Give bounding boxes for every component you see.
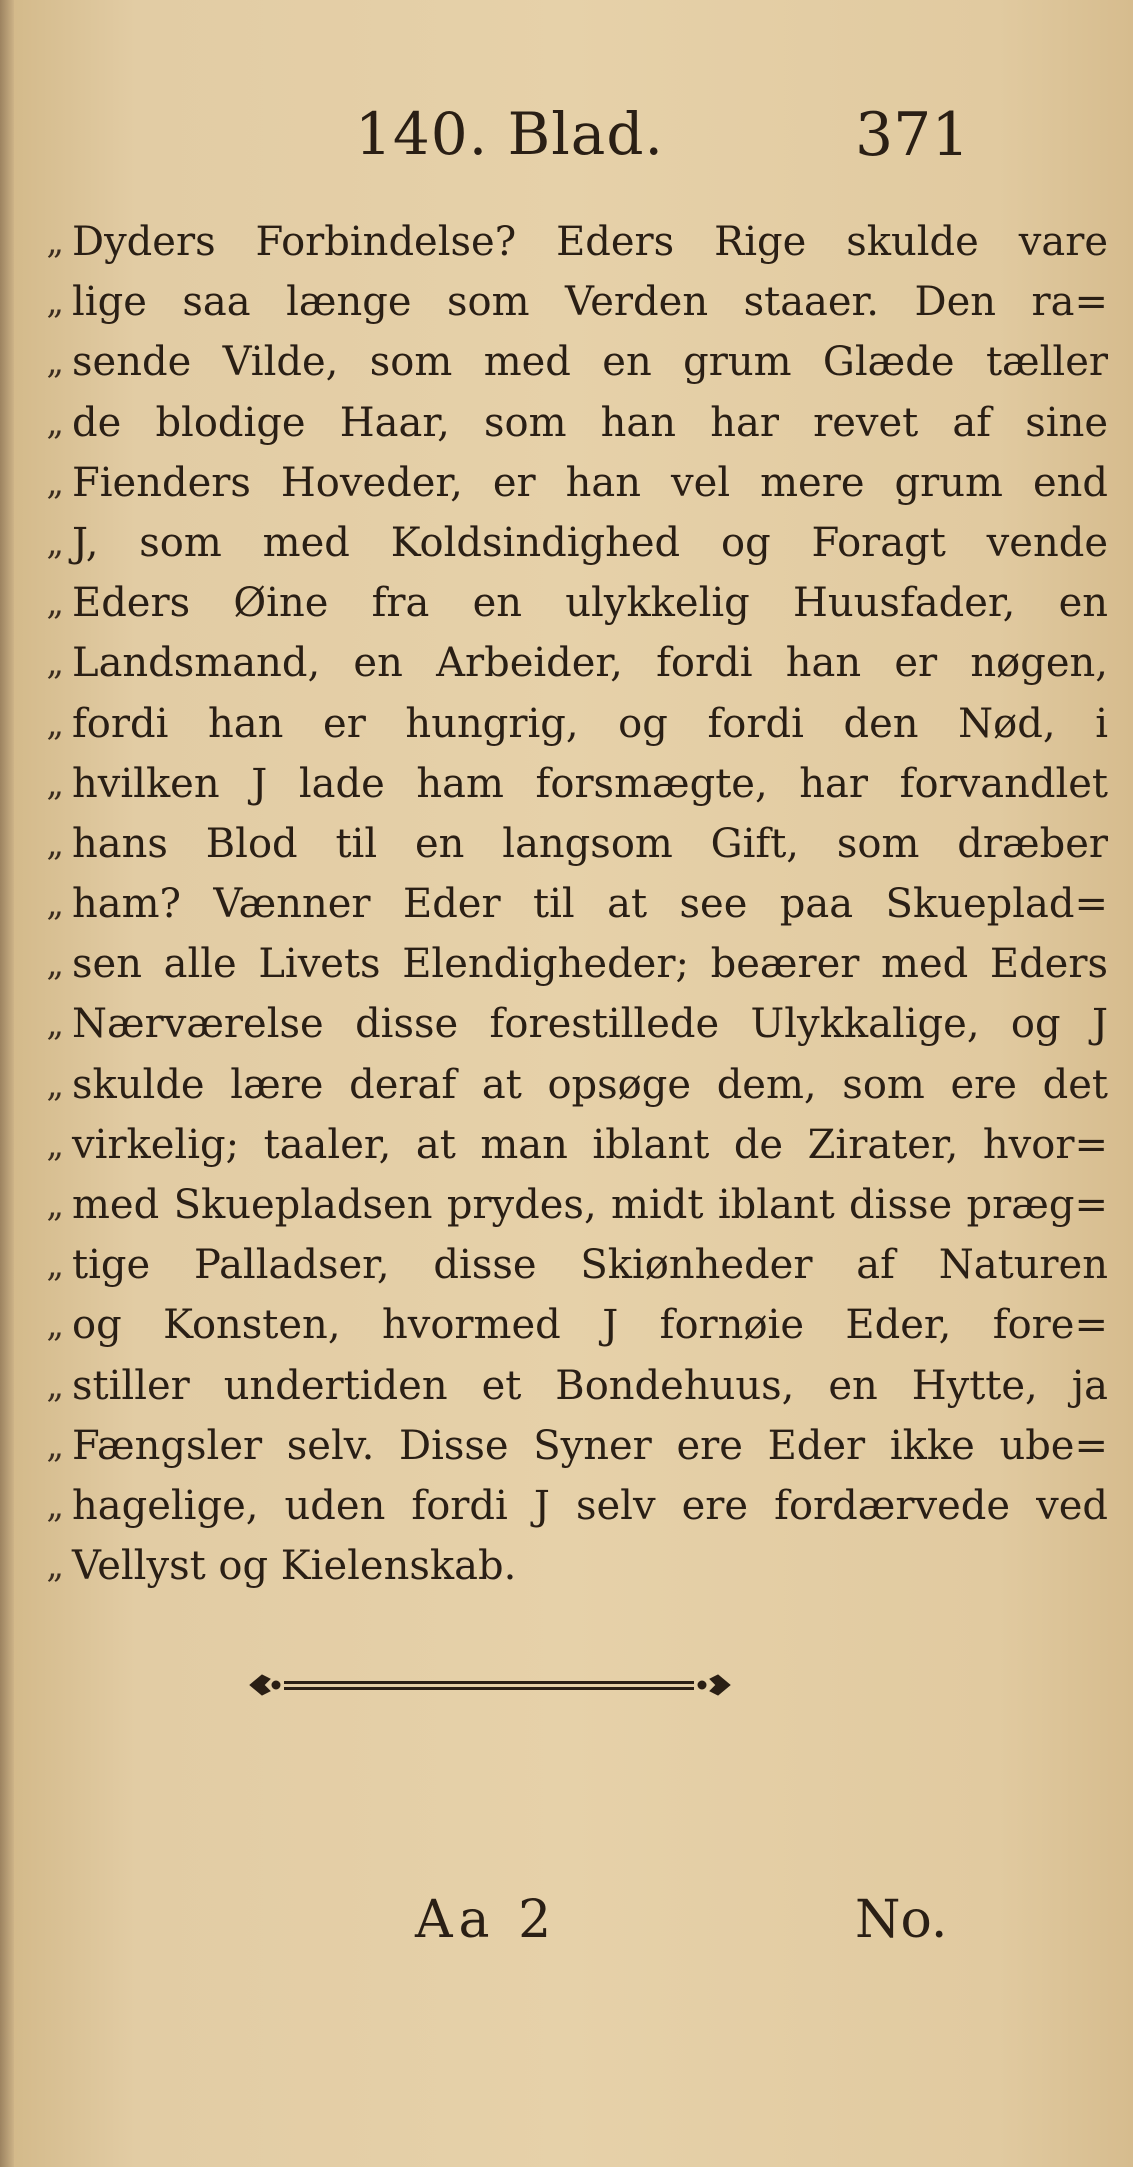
line-text: hvilken J lade ham forsmægte, har forvandlet: [72, 760, 1108, 807]
text-line: [28, 1055, 1108, 1115]
line-text: Fængsler selv. Disse Syner ere Eder ikke ube=: [72, 1422, 1108, 1469]
text-line: [28, 934, 1108, 994]
text-line: [28, 633, 1108, 693]
text-line: [28, 1175, 1108, 1235]
quote-mark: „: [46, 703, 64, 744]
line-text: lige saa længe som Verden staaer. Den ra=: [72, 279, 1108, 326]
body-text: [28, 212, 1108, 1596]
line-text: fordi han er hungrig, og fordi den Nød, i: [72, 700, 1108, 747]
line-text: virkelig; taaler, at man iblant de Zirater, hvor=: [72, 1121, 1108, 1168]
text-line: [28, 212, 1108, 272]
text-line: [28, 1115, 1108, 1175]
quote-mark: „: [46, 763, 64, 804]
quote-mark: „: [46, 1124, 64, 1165]
line-text: med Skuepladsen prydes, midt iblant disse præg=: [72, 1182, 1108, 1228]
text-line: [28, 573, 1108, 633]
quote-mark: „: [46, 884, 64, 925]
page-edge: [0, 0, 14, 2167]
quote-mark: „: [46, 1004, 64, 1045]
quote-mark: „: [46, 1245, 64, 1286]
text-line: [28, 453, 1108, 513]
text-line: [28, 874, 1108, 934]
quote-mark: „: [46, 1425, 64, 1466]
text-line: [28, 1356, 1108, 1416]
catchword: No.: [855, 1890, 948, 1950]
text-line: [28, 1295, 1108, 1355]
line-text: hagelige, uden fordi J selv ere fordærvede ved: [72, 1482, 1108, 1529]
line-text: Eders Øine fra en ulykkelig Huusfader, en: [72, 580, 1108, 627]
line-text: Fienders Hoveder, er han vel mere grum end: [72, 459, 1108, 506]
quote-mark: „: [46, 282, 64, 323]
text-line: [28, 1476, 1108, 1536]
line-text: Vellyst og Kielenskab.: [72, 1543, 517, 1590]
quote-mark: „: [46, 823, 64, 864]
quote-mark: „: [46, 222, 64, 262]
line-text: Nærværelse disse forestillede Ulykkalige, og J: [72, 1001, 1108, 1048]
text-line: [28, 994, 1108, 1054]
page-footer: [0, 1890, 1133, 1970]
text-line: [28, 814, 1108, 874]
quote-mark: „: [46, 522, 64, 563]
quote-mark: „: [46, 1185, 64, 1225]
line-text: stiller undertiden et Bondehuus, en Hytte, ja: [72, 1362, 1108, 1409]
line-text: sen alle Livets Elendigheder; beærer med Eders: [72, 941, 1108, 988]
page-number: 371: [855, 100, 970, 170]
quote-mark: „: [46, 1305, 64, 1346]
line-text: sende Vilde, som med en grum Glæde tæller: [72, 339, 1108, 386]
quote-mark: „: [46, 462, 64, 503]
line-text: skulde lære deraf at opsøge dem, som ere det: [72, 1061, 1108, 1108]
quote-mark: „: [46, 583, 64, 624]
quote-mark: „: [46, 402, 64, 443]
line-text: hans Blod til en langsom Gift, som dræber: [72, 820, 1108, 867]
text-line: [28, 332, 1108, 392]
line-text: Dyders Forbindelse? Eders Rige skulde vare: [72, 219, 1108, 265]
text-line: [28, 754, 1108, 814]
line-text: Landsmand, en Arbeider, fordi han er nøgen,: [72, 640, 1108, 687]
ornament-divider: [240, 1665, 740, 1705]
line-text: de blodige Haar, som han har revet af sine: [72, 399, 1108, 446]
quote-mark: „: [46, 944, 64, 985]
line-text: og Konsten, hvormed J fornøie Eder, fore=: [72, 1302, 1108, 1349]
line-text: tige Palladser, disse Skiønheder af Naturen: [72, 1242, 1108, 1289]
text-line: [28, 272, 1108, 332]
text-line: [28, 513, 1108, 573]
text-line: [28, 694, 1108, 754]
header-title: 140. Blad.: [355, 100, 664, 168]
quote-mark: „: [46, 643, 64, 684]
text-line: [28, 1416, 1108, 1476]
line-text: ham? Vænner Eder til at see paa Skueplad=: [72, 881, 1108, 928]
quote-mark: „: [46, 342, 64, 383]
quote-mark: „: [46, 1365, 64, 1406]
quote-mark: „: [46, 1546, 64, 1587]
signature-mark: Aa 2: [415, 1890, 558, 1950]
text-line: [28, 1235, 1108, 1295]
text-line: [28, 393, 1108, 453]
text-line: [28, 1536, 1108, 1596]
quote-mark: „: [46, 1485, 64, 1526]
running-header: [0, 100, 1133, 190]
quote-mark: „: [46, 1064, 64, 1105]
line-text: J, som med Koldsindighed og Foragt vende: [72, 519, 1108, 566]
